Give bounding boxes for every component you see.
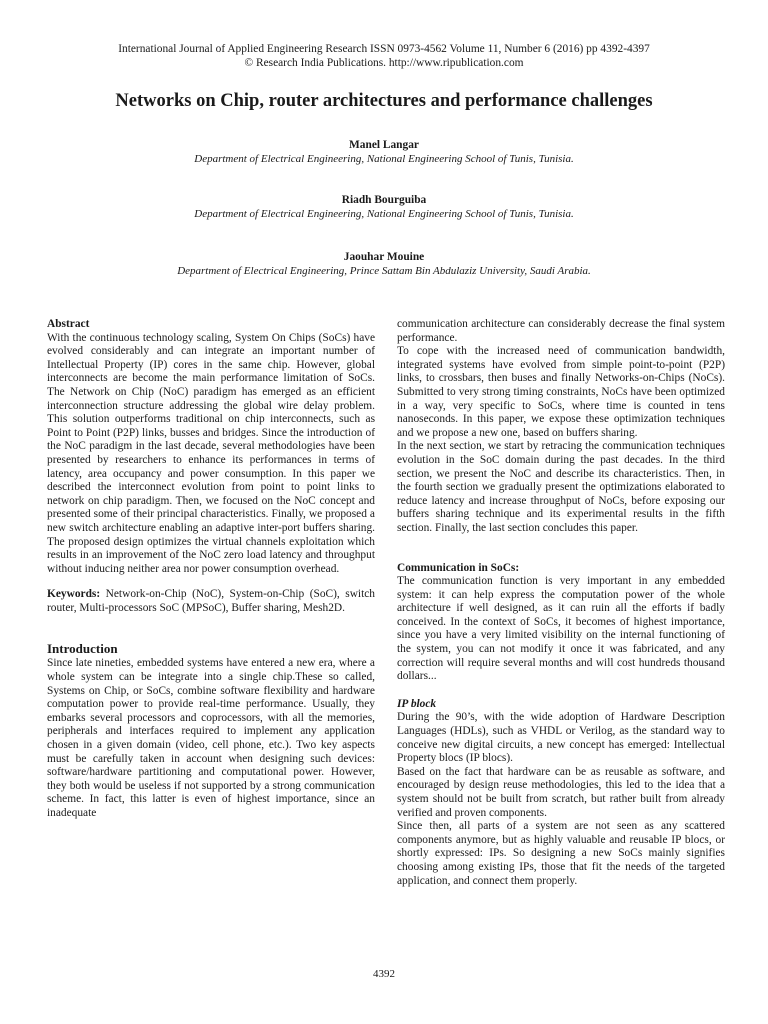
left-column [47,318,375,821]
abstract-heading: Abstract [47,318,90,330]
page-number: 4392 [373,968,395,980]
author-affiliation: Department of Electrical Engineering, National Engineering School of Tunis, Tunisia. [194,208,574,220]
paragraph: communication architecture can considerably decrease the final system performance. [397,318,725,344]
introduction-text: Since late nineties, embedded systems have entered a new era, where a whole system can be integrate into a single chip.These so called, Systems on Chip, or SoCs, combine software flexibility and hardware computation power to provide real-time performance. Usually, they embarks several processors and coprocessors, with all the memories, peripherals and interfaces required to implement any application chosen in a given domain (video, cell phone, etc.). Two key aspects must be carefully taken in account when designing such devices: software/hardware partitioning and computational power. However, they both would be useless if not supported by a strong communication scheme. In fact, this latter is even of highest importance, since an inadequate [47,657,375,819]
communication-text: The communication function is very important in any embedded system: it can help express the computation power of the whole architecture if well designed, as it can ruin all the efforts if badly conceived. In the context of SoCs, it becomes of highest importance, since you have a very limited visibility on the internal functioning of the system, you can not modify it once it was fabricated, and any correction will require several months and will cost hundreds thousand dollars... [397,575,725,683]
paragraph: Since then, all parts of a system are not seen as any scattered components anymore, but as highly valuable and reusable IP blocs, or shortly expressed: IPs. So designing a new SoCs mainly signifies choosing among existing IPs, those that fit the needs of the targeted application, and connect them properly. [397,820,725,887]
keywords-text: Network-on-Chip (NoC), System-on-Chip (SoC), switch router, Multi-processors SoC (MPSoC), Buffer sharing, Mesh2D. [47,588,375,614]
paragraph: Based on the fact that hardware can be as reusable as software, and encouraged by design reuse methodologies, this led to the idea that a system should not be built from scratch, but rather built from already verified and proven components. [397,765,725,819]
keywords-label: Keywords: [47,588,101,601]
author-name: Manel Langar [349,139,419,151]
ip-block-heading: IP block [397,697,437,710]
author-name: Jaouhar Mouine [343,251,425,263]
author-name: Riadh Bourguiba [341,194,427,206]
paragraph: To cope with the increased need of communication bandwidth, integrated systems have evolved from simple point-to-point (P2P) links, to crossbars, then buses and finally Networks-on-Chips (NoCs). Submitted to very strong timing constraints, NoCs have been optimized in a way, very specific to SoCs, where time is counted in tens nanoseconds. In this paper, we expose these optimization techniques and we propose a new one, based on buffers sharing. [397,345,725,439]
paragraph: During the 90’s, with the wide adoption of Hardware Description Languages (HDLs), such as VHDL or Verilog, as the standard way to conceive new digital circuits, a new concept has emerged: Intellectual Property blocs (IP blocs). [397,711,725,765]
paragraph: In the next section, we start by retracing the communication techniques evolution in the SoC domain during the past decades. In the third section, we present the NoC and describe its characteristics. Then, in the fourth section we gradually present the optimizations elaborated to reduce latency and increase throughput of NoCs, before exposing our buffers sharing technique and its experimental results in the fifth section. Finally, the last section concludes this paper. [397,440,725,534]
keywords [47,588,375,615]
journal-citation: International Journal of Applied Engineering Research ISSN 0973-4562 Volume 11, Number 6 (2016) pp 4392-4397 [118,43,650,55]
communication-heading: Communication in SoCs: [397,561,520,574]
paper-title: Networks on Chip, router architectures and performance challenges [115,91,653,111]
abstract-text: With the continuous technology scaling, System On Chips (SoCs) have evolved considerably and can integrate an important number of Intellectual Property (IP) cores in the same chip. However, global interconnects are become the main performance limitation of SoCs. The Network on Chip (NoC) paradigm has emerged as an efficient interconnection structure addressing the global wire delay problem. This solution outperforms traditional on chip interconnects, such as Point to Point (P2P) links, busses and bridges. Since the introduction of the NoC paradigm in the last decade, several methodologies have been presented by researchers to enhance its performances in terms of latency, area occupancy and power consumption. In this paper we described the interconnect evolution from point to point links to network on chip paradigm. Then, we focused on the NoC concept and presented some of their principal characteristics. Finally, we proposed a new switch architecture enabling an adaptive inter-port buffers sharing. The proposed design optimizes the virtual channels exploitation which results in an improvement of the NoC zero load latency and throughput without inducing neither area nor power consumption overhead. [47,331,375,575]
author-affiliation: Department of Electrical Engineering, Prince Sattam Bin Abdulaziz University, Saudi Arabia. [177,265,591,277]
author-affiliation: Department of Electrical Engineering, National Engineering School of Tunis, Tunisia. [194,153,574,165]
right-column [397,318,725,888]
introduction-heading: Introduction [47,641,118,657]
publisher-line: © Research India Publications. http://www.ripublication.com [244,57,524,69]
